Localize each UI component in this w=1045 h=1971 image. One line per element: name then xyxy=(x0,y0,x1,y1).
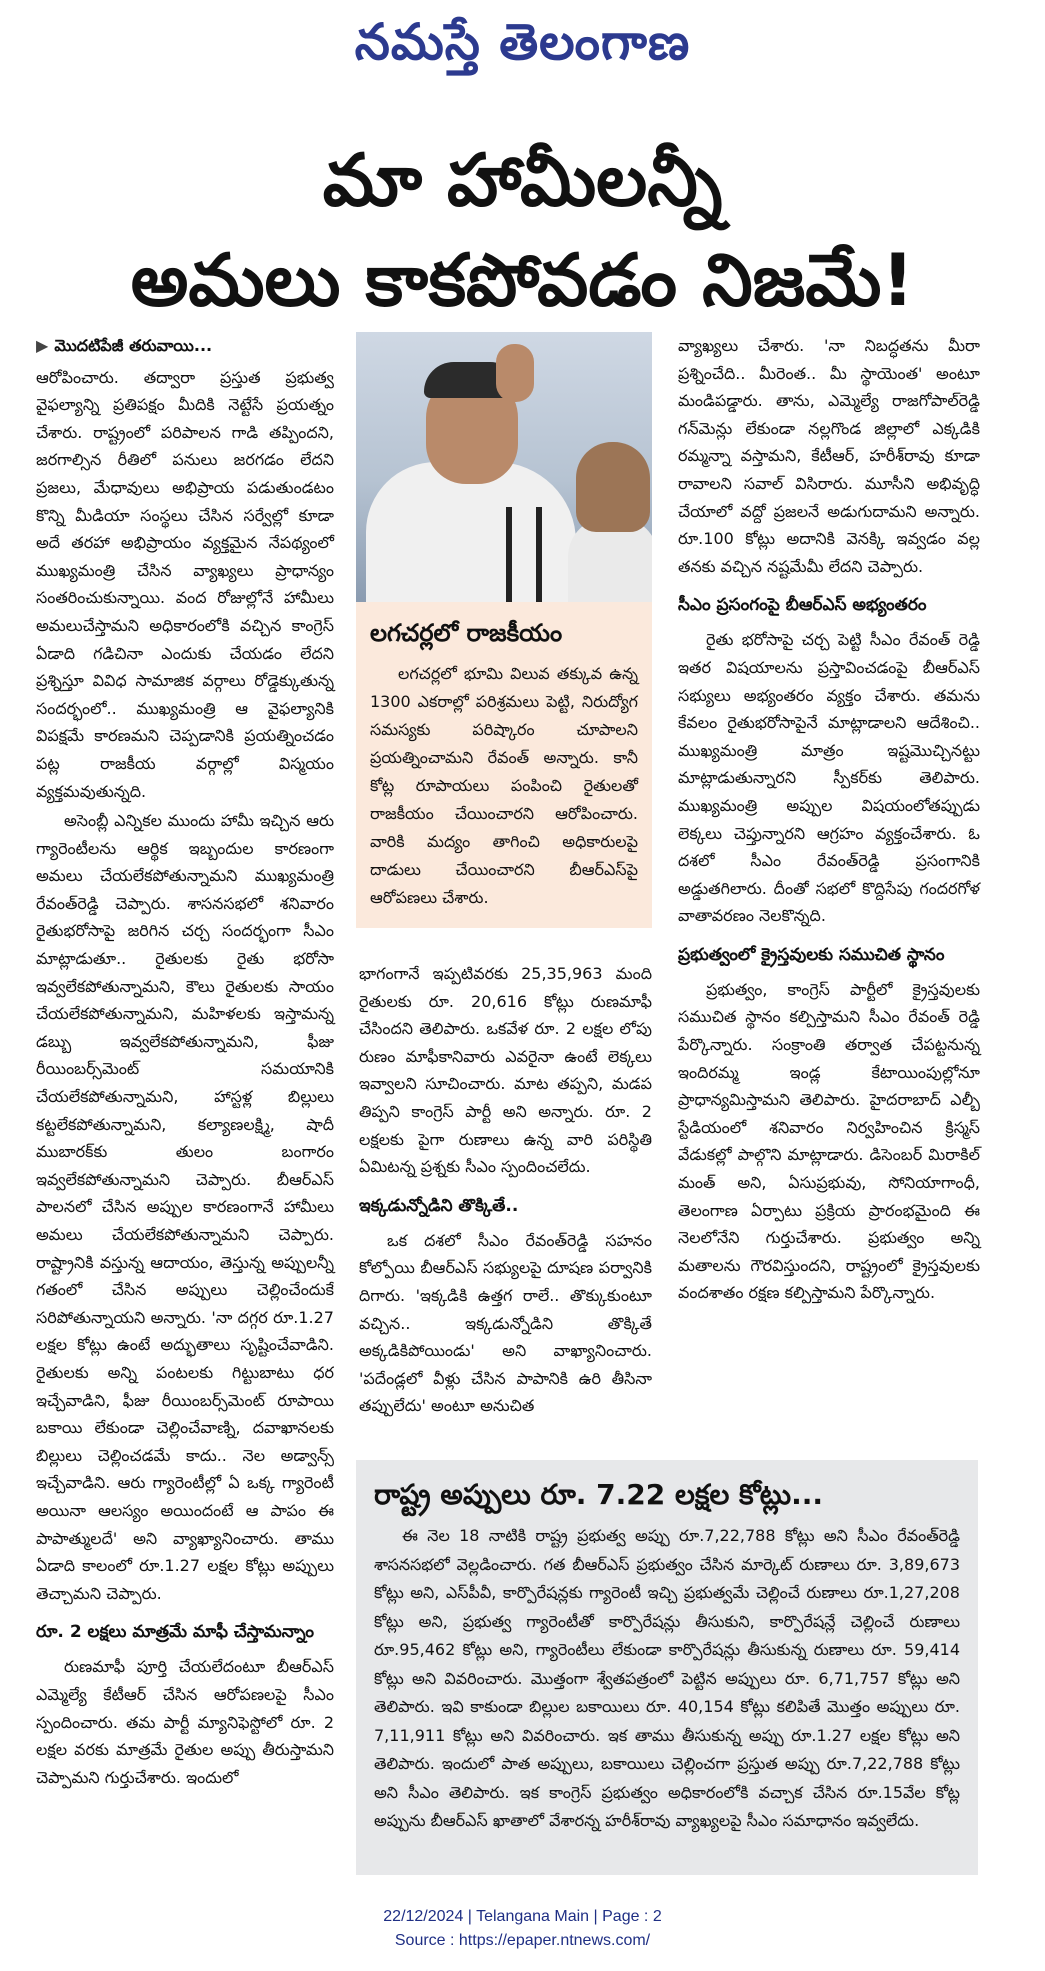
footer-source-link[interactable]: Source : https://epaper.ntnews.com/ xyxy=(394,1932,651,1949)
section-subhead: ఇక్కడున్నోడిని తొక్కితే.. xyxy=(359,1195,519,1216)
footer-date-line: 22/12/2024 | Telangana Main | Page : 2 xyxy=(383,1908,662,1925)
headline-line-1: మా హామీలన్నీ xyxy=(322,138,723,222)
state-debt-box xyxy=(356,1460,978,1875)
photo-shape xyxy=(576,442,650,532)
microphone-icon xyxy=(506,507,512,602)
page-footer xyxy=(0,1905,1045,1953)
article-paragraph: వ్యాఖ్యలు చేశారు. 'నా నిబద్ధతను మీరా ప్రశ్నించేది.. మీరెంత.. మీ స్థాయెంత' అంటూ మండిపడ్డారు. తాను, ఎమ్మెల్యే రాజగోపాల్‌రెడ్డి గన్‌మెన్లు లేకుండా నల్లగొండ జిల్లాలో ఎక్కడికి రమ్మన్నా వస్తామని, కేటీఆర్, హరీశ్‌రావు కూడా రావాలని సవాల్ విసిరారు. మూసీని అభివృద్ధి చేయాలో వద్దో ప్రజలనే అడుగుదామని అన్నారు. రూ.100 కోట్లు అదానికి వెనక్కి ఇవ్వడం వల్ల తనకు వచ్చిన నష్టమేమీ లేదని చెప్పారు. xyxy=(678,336,980,576)
sidebar-title: లగచర్లలో రాజకీయం xyxy=(370,619,563,647)
headline-line-2: అమలు కాకపోవడం నిజమే! xyxy=(130,238,915,322)
chief-minister-photo xyxy=(356,332,652,602)
sidebar-body: లగచర్లలో భూమి విలువ తక్కువ ఉన్న 1300 ఎకరాల్లో పరిశ్రమలు పెట్టి, నిరుద్యోగ సమస్యకు పరిష్కారం చూపాలని ప్రయత్నించామని రేవంత్ అన్నారు. కానీ కోట్ల రూపాయలు పంపించి రైతులతో రాజకీయం చేయించారని ఆరోపించారు. వారికి మద్యం తాగించి అధికారులపై దాడులు చేయించారని బీఆర్‌ఎస్‌పై ఆరోపణలు చేశారు. xyxy=(370,664,638,907)
newspaper-logo: నమస్తే తెలంగాణ xyxy=(354,12,691,71)
debt-box-body: ఈ నెల 18 నాటికి రాష్ట్ర ప్రభుత్వ అప్పు రూ.7,22,788 కోట్లు అని సీఎం రేవంత్‌రెడ్డి శాసనసభలో వెల్లడించారు. గత బీఆర్‌ఎస్ ప్రభుత్వం చేసిన మార్కెట్ రుణాలు రూ. 3,89,673 కోట్లు అని, ఎస్‌పీవీ, కార్పొరేషన్లకు గ్యారెంటీ ఇచ్చి ప్రభుత్వమే చెల్లించే రుణాలు రూ.1,27,208 కోట్లు అని, ప్రభుత్వ గ్యారెంటీతో కార్పొరేషన్లు తీసుకుని, కార్పొరేషన్లే చెల్లించే రుణాలు రూ.95,462 కోట్లు అని, గ్యారెంటీలు లేకుండా కార్పొరేషన్లు తీసుకున్న రుణాలు రూ. 59,414 కోట్లు అని వివరించారు. మొత్తంగా శ్వేతపత్రంలో పెట్టిన అప్పులు రూ. 6,71,757 కోట్లు అని తెలిపారు. ఇవి కాకుండా బిల్లుల బకాయిలు రూ. 40,154 కోట్లు కలిపితే మొత్తం అప్పులు రూ. 7,11,911 కోట్లు అని వివరించారు. ఇక తాము తీసుకున్న అప్పు రూ.1.27 లక్షల కోట్లు అని తెలిపారు. ఇందులో పాత అప్పులు, బకాయిలు చెల్లించగా ప్రస్తుత అప్పు రూ.7,22,788 కోట్లు అని సీఎం తెలిపారు. ఇక కాంగ్రెస్ ప్రభుత్వం అధికారంలోకి వచ్చాక చేసిన రూ.15వేల కోట్ల అప్పును బీఆర్‌ఎస్ ఖాతాలో వేశారన్న హరీశ్‌రావు వ్యాఖ్యలపై సీఎం సమాధానం ఇవ్వలేదు. xyxy=(374,1526,960,1830)
arrow-right-icon: ▶ xyxy=(36,336,49,355)
article-paragraph: ఆరోపించారు. తద్వారా ప్రస్తుత ప్రభుత్వ వైఫల్యాన్ని ప్రతిపక్షం మీదికి నెట్టేసే ప్రయత్నం చేశారు. రాష్ట్రంలో పరిపాలన గాడి తప్పిందని, జరగాల్సిన రీతిలో పనులు జరగడం లేదని ప్రజలు, మేధావులు అభిప్రాయ పడుతుండటం కొన్ని మీడియా సంస్థలు చేసిన సర్వేల్లో కూడా అదే తరహా అభిప్రాయం వ్యక్తమైన నేపథ్యంలో ముఖ్యమంత్రి చేసిన వ్యాఖ్యలు ప్రాధాన్యం సంతరించుకున్నాయి. వంద రోజుల్లోనే హామీలు అమలుచేస్తామని అధికారంలోకి వచ్చిన కాంగ్రెస్ ఏడాది గడిచినా ఎందుకు చేయడం లేదని ప్రశ్నిస్తూ వివిధ సామాజిక వర్గాలు రోడ్డెక్కుతున్న సందర్భంలో.. ముఖ్యమంత్రి ఆ వైఫల్యానికి విపక్షమే కారణమని చెప్పడానికి ప్రయత్నించడం పట్ల రాజకీయ వర్గాల్లో విస్మయం వ్యక్తమవుతున్నది. xyxy=(36,367,334,801)
article-paragraph: రుణమాఫీ పూర్తి చేయలేదంటూ బీఆర్‌ఎస్ ఎమ్మెల్యే కేటీఆర్ చేసిన ఆరోపణలపై సీఎం స్పందించారు. తమ పార్టీ మ్యానిఫెస్టోలో రూ. 2 లక్షల వరకు మాత్రమే రైతుల అప్పు తీరుస్తామని చెప్పామని గుర్తుచేశారు. ఇందులో xyxy=(36,1657,334,1787)
photo-shape xyxy=(496,344,534,402)
article-paragraph: భాగంగానే ఇప్పటివరకు 25,35,963 మంది రైతులకు రూ. 20,616 కోట్లు రుణమాఫీ చేసిందని తెలిపారు. ఒకవేళ రూ. 2 లక్షల లోపు రుణం మాఫీకానివారు ఎవరైనా ఉంటే లెక్కలు ఇవ్వాలని సూచించారు. మాట తప్పని, మడప తిప్పని కాంగ్రెస్ పార్టీ అని అన్నారు. రూ. 2 లక్షలకు పైగా రుణాలు ఉన్న వారి పరిస్థితి ఏమిటన్న ప్రశ్నకు సీఎం స్పందించలేదు. xyxy=(359,964,652,1177)
left-column xyxy=(36,332,334,1793)
article-paragraph: అసెంబ్లీ ఎన్నికల ముందు హామీ ఇచ్చిన ఆరు గ్యారెంటీలను ఆర్థిక ఇబ్బందుల కారణంగా అమలు చేయలేకపోతున్నామని ముఖ్యమంత్రి రేవంత్‌రెడ్డి చెప్పారు. శాసనసభలో శనివారం రైతుభరోసాపై జరిగిన చర్చ సందర్భంగా సీఎం మాట్లాడుతూ.. రైతులకు రైతు భరోసా ఇవ్వలేకపోతున్నామని, కౌలు రైతులకు సాయం చేయలేకపోతున్నామని, మహిళలకు ఇస్తామన్న డబ్బు ఇవ్వలేకపోతున్నామని, ఫీజు రీయింబర్స్‌మెంట్ సమయానికి చేయలేకపోతున్నామని, హాస్టళ్ల బిల్లులు కట్టలేకపోతున్నామని, కల్యాణలక్ష్మి, షాదీ ముబారక్‌కు తులం బంగారం ఇవ్వలేకపోతున్నామని చెప్పారు. బీఆర్‌ఎస్ పాలనలో చేసిన అప్పుల కారణంగానే హామీలు అమలు చేయలేకపోతున్నామని చెప్పారు. రాష్ట్రానికి వస్తున్న ఆదాయం, తెస్తున్న అప్పులన్నీ గతంలో చేసిన అప్పులు చెల్లించేందుకే సరిపోతున్నాయని అన్నారు. 'నా దగ్గర రూ.1.27 లక్షల కోట్లు ఉంటే అద్భుతాలు సృష్టించేవాడిని. రైతులకు అన్ని పంటలకు గిట్టుబాటు ధర ఇచ్చేవాడిని, ఫీజు రీయింబర్స్‌మెంట్ రూపాయి బకాయి లేకుండా చెల్లించేవాణ్ని, దవాఖానలకు బిల్లులు చెల్లించడమే కాదు.. నెల అడ్వాన్స్ ఇచ్చేవాడిని. ఆరు గ్యారెంటీల్లో ఏ ఒక్క గ్యారెంటీ అయినా ఆలస్యం అయిందంటే ఆ పాపం ఈ పాపాత్ములదే' అని వ్యాఖ్యానించారు. తాము ఏడాది కాలంలో రూ.1.27 లక్షల కోట్లు అప్పులు తెచ్చామని చెప్పారు. xyxy=(36,811,334,1603)
right-column xyxy=(678,332,980,1309)
article-paragraph: ప్రభుత్వం, కాంగ్రెస్ పార్టీలో క్రైస్తవులకు సముచిత స్థానం కల్పిస్తామని సీఎం రేవంత్ రెడ్డి పేర్కొన్నారు. సంక్రాంతి తర్వాత చేపట్టనున్న ఇందిరమ్మ ఇండ్ల కేటాయింపుల్లోనూ ప్రాధాన్యమిస్తామని తెలిపారు. హైదరాబాద్ ఎల్బీ స్టేడియంలో శనివారం నిర్వహించిన క్రిస్మస్ వేడుకల్లో పాల్గొని మాట్లాడారు. డిసెంబర్ మిరాకిల్ మంత్ అని, ఏసుప్రభువు, సోనియాగాంధీ, తెలంగాణ ఏర్పాటు ప్రక్రియ ప్రారంభమైంది ఈ నెలలోనేని గుర్తుచేశారు. ప్రభుత్వం అన్ని మతాలను గౌరవిస్తుందని, రాష్ట్రంలో క్రైస్తవులకు వందశాతం రక్షణ కల్పిస్తామని పేర్కొన్నారు. xyxy=(678,979,980,1303)
article-paragraph: ఒక దశలో సీఎం రేవంత్‌రెడ్డి సహనం కోల్పోయి బీఆర్‌ఎస్ సభ్యులపై దూషణ పర్వానికి దిగారు. 'ఇక్కడికి ఉత్తగ రాలే.. తొక్కుకుంటూ వచ్చిన.. ఇక్కడున్నోడిని తొక్కితే అక్కడికిపోయిండు' అని వాఖ్యానించారు. 'పదేండ్లలో వీళ్లు చేసిన పాపానికి ఉరి తీసినా తప్పులేదు' అంటూ అనుచిత xyxy=(359,1230,652,1416)
headline xyxy=(20,130,1025,330)
microphone-icon xyxy=(536,507,542,602)
lagacharla-sidebar xyxy=(356,602,652,928)
continuation-kicker xyxy=(36,332,334,360)
section-subhead: రూ. 2 లక్షలు మాత్రమే మాఫీ చేస్తామన్నాం xyxy=(36,1622,314,1643)
masthead xyxy=(0,6,1045,78)
kicker-text: మొదటిపేజీ తరువాయి... xyxy=(54,336,213,355)
section-subhead: సీఎం ప్రసంగంపై బీఆర్‌ఎస్ అభ్యంతరం xyxy=(678,595,927,616)
section-subhead: ప్రభుత్వంలో క్రైస్తవులకు సముచిత స్థానం xyxy=(678,944,945,965)
article-paragraph: రైతు భరోసాపై చర్చ పెట్టి సీఎం రేవంత్ రెడ్డి ఇతర విషయాలను ప్రస్తావించడంపై బీఆర్‌ఎస్ సభ్యులు అభ్యంతరం వ్యక్తం చేశారు. తమను కేవలం రైతుభరోసాపైనే మాట్లాడాలని ఆదేశించి.. ముఖ్యమంత్రి మాత్రం ఇష్టమొచ్చినట్టు మాట్లాడుతున్నారని స్పీకర్‌కు తెలిపారు. ముఖ్యమంత్రి అప్పుల విషయంలోతప్పుడు లెక్కలు చెప్తున్నారని ఆగ్రహం వ్యక్తంచేశారు. ఓ దశలో సీఎం రేవంత్‌రెడ్డి ప్రసంగానికి అడ్డుతగిలారు. దీంతో సభలో కొద్దిసేపు గందరగోళ వాతావరణం నెలకొన్నది. xyxy=(678,630,980,926)
debt-box-title: రాష్ట్ర అప్పులు రూ. 7.22 లక్షల కోట్లు... xyxy=(374,1478,824,1511)
middle-column xyxy=(359,960,652,1422)
